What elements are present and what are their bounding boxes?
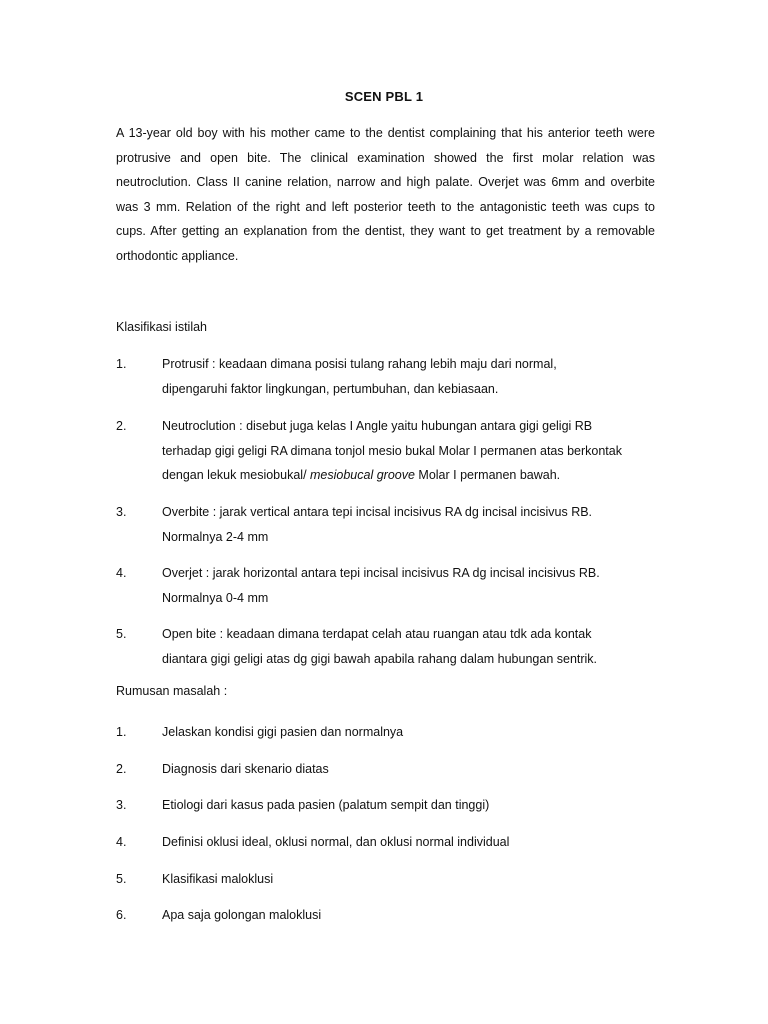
item-number: 3. — [116, 505, 127, 519]
item-number: 6. — [116, 908, 127, 922]
item-text: Apa saja golongan maloklusi — [162, 908, 322, 922]
item-text: Etiologi dari kasus pada pasien (palatum sempit dan tinggi) — [162, 798, 490, 812]
item-text — [162, 622, 682, 671]
item-number: 1. — [116, 357, 127, 371]
item-text: Klasifikasi maloklusi — [162, 872, 274, 886]
item-text — [162, 561, 682, 610]
item-line: dipengaruhi faktor lingkungan, pertumbuhan, dan kebiasaan. — [162, 381, 499, 396]
document-title: SCEN PBL 1 — [344, 89, 424, 104]
item-line: diantara gigi geligi atas dg gigi bawah apabila rahang dalam hubungan sentrik. — [162, 651, 598, 666]
scenario-paragraph: A 13-year old boy with his mother came to the dentist complaining that his anterior teeth were protrusive and open bite. The clinical examination showed the first molar relation was neutroclution. Class II canine relation, narrow and high palate. Overjet was 6mm and overbite was 3 mm. Relation of the right and left posterior teeth to the antagonistic teeth was cups to cups. After getting an explanation from the dentist, they want to get treatment by a removable orthodontic appliance. — [116, 126, 655, 263]
item-line: Protrusif : keadaan dimana posisi tulang rahang lebih maju dari normal, — [162, 357, 557, 371]
item-text — [162, 500, 682, 549]
item-line — [162, 463, 682, 488]
rumusan-heading: Rumusan masalah : — [116, 684, 228, 698]
item-line: Open bite : keadaan dimana terdapat celah atau ruangan atau tdk ada kontak — [162, 627, 592, 641]
item-number: 5. — [116, 627, 127, 641]
item-line-part: Molar I permanen bawah. — [414, 468, 561, 482]
item-number: 3. — [116, 798, 127, 812]
item-text: Diagnosis dari skenario diatas — [162, 762, 329, 776]
item-line-part: dengan lekuk mesiobukal/ — [162, 468, 311, 482]
item-line: terhadap gigi geligi RA dimana tonjol mesio bukal Molar I permanen atas berkontak — [162, 443, 622, 458]
item-text: Jelaskan kondisi gigi pasien dan normalnya — [162, 725, 404, 739]
klasifikasi-heading: Klasifikasi istilah — [116, 320, 208, 334]
item-number: 1. — [116, 725, 127, 739]
item-line: Neutroclution : disebut juga kelas I Angle yaitu hubungan antara gigi geligi RB — [162, 419, 593, 433]
item-number: 5. — [116, 872, 127, 886]
item-text — [162, 352, 682, 401]
item-number: 4. — [116, 835, 127, 849]
item-line: Overbite : jarak vertical antara tepi incisal incisivus RA dg incisal incisivus RB. — [162, 505, 593, 519]
italic-term: mesiobucal groove — [310, 468, 415, 482]
item-text — [162, 414, 682, 488]
item-text: Definisi oklusi ideal, oklusi normal, dan oklusi normal individual — [162, 835, 510, 849]
item-number: 2. — [116, 419, 127, 433]
item-line: Overjet : jarak horizontal antara tepi incisal incisivus RA dg incisal incisivus RB. — [162, 566, 600, 580]
item-line: Normalnya 2-4 mm — [162, 529, 269, 544]
item-number: 2. — [116, 762, 127, 776]
item-line: Normalnya 0-4 mm — [162, 590, 269, 605]
item-number: 4. — [116, 566, 127, 580]
